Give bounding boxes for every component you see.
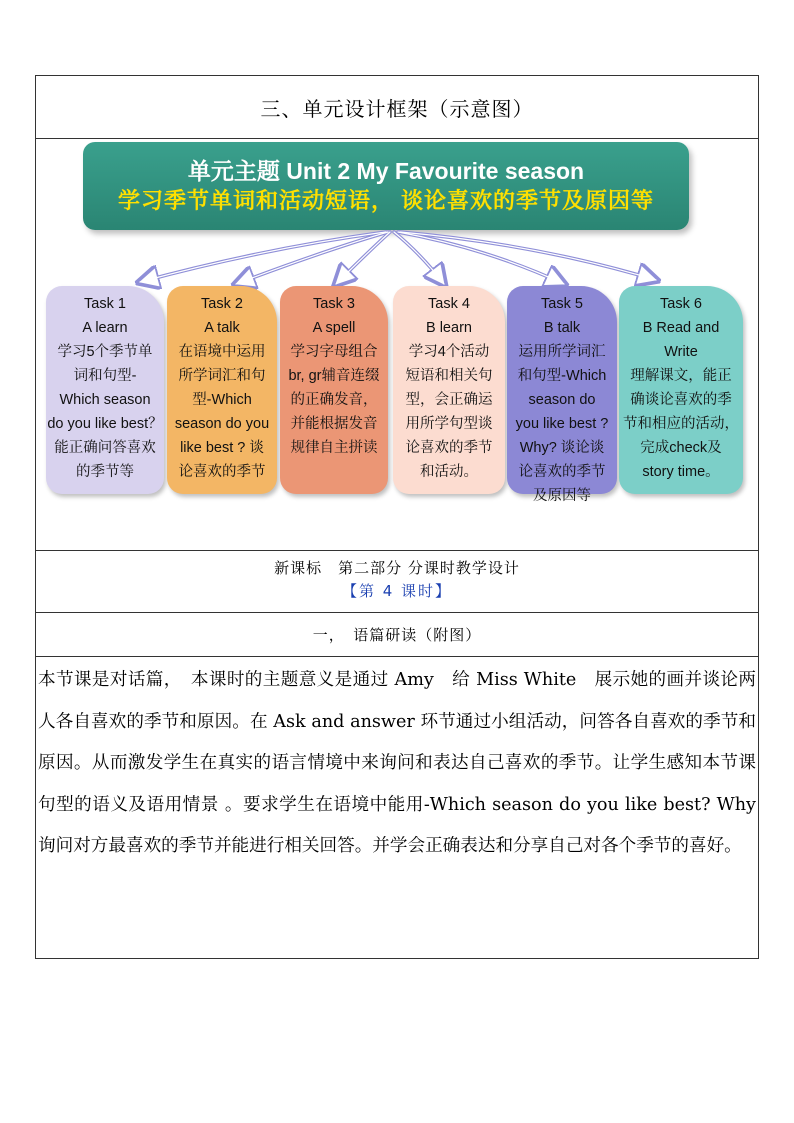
- task-card-3: Task 3 A spell 学习字母组合 br, gr辅音连缀 的正确发音， 并能根据发音 规律自主拼读: [280, 286, 388, 494]
- unit-theme-title: 单元主题 Unit 2 My Favourite season: [187, 158, 585, 184]
- task-card-1: Task 1 A learn 学习5个季节单 词和句型- Which season do you like best？ 能正确问答喜欢 的季节等: [46, 286, 164, 494]
- unit-theme-goal: 学习季节单词和活动短语， 谈论喜欢的季节及原因等: [117, 188, 655, 213]
- lesson-number: 【第 4 课时】: [341, 582, 453, 600]
- subsection-title: 一， 语篇研读（附图）: [312, 625, 482, 644]
- part-heading: [36, 550, 758, 612]
- document-frame: [35, 75, 759, 959]
- task-card-6: Task 6 B Read and Write 理解课文，能正 确谈论喜欢的季 节和相应的活动， 完成check及 story time。: [619, 286, 743, 494]
- section-title: 三、单元设计框架（示意图）: [260, 96, 534, 121]
- part-title: 新课标 第二部分 分课时教学设计: [274, 559, 520, 577]
- unit-framework-diagram: [36, 138, 758, 550]
- task-card-5: Task 5 B talk 运用所学词汇 和句型-Which season do you like best ? Why? 谈论谈 论喜欢的季节 及原因等: [507, 286, 617, 494]
- text-analysis-paragraph: 本节课是对话篇， 本课时的主题意义是通过 Amy 给 Miss White 展示她的画并谈论两人各自喜欢的季节和原因。在 Ask and answer 环节通过小组活动，问答各自喜欢的季节和原因。从而激发学生在真实的语言情境中来询问和表达自己喜欢的季节。让学生感知本节课句型的语义及语用情景 。要求学生在语境中能用-Which season do you like best? Why 询问对方最喜欢的季节并能进行相关回答。并学会正确表达和分享自己对各个季节的喜好。: [38, 670, 756, 856]
- arrow-to-task-2: [236, 232, 388, 284]
- task-card-4: Task 4 B learn 学习4个活动 短语和相关句 型，会正确运 用所学句型谈 论喜欢的季节 和活动。: [393, 286, 505, 494]
- task-card-2: Task 2 A talk 在语境中运用 所学词汇和句 型-Which season do you like best ? 谈 论喜欢的季节: [167, 286, 277, 494]
